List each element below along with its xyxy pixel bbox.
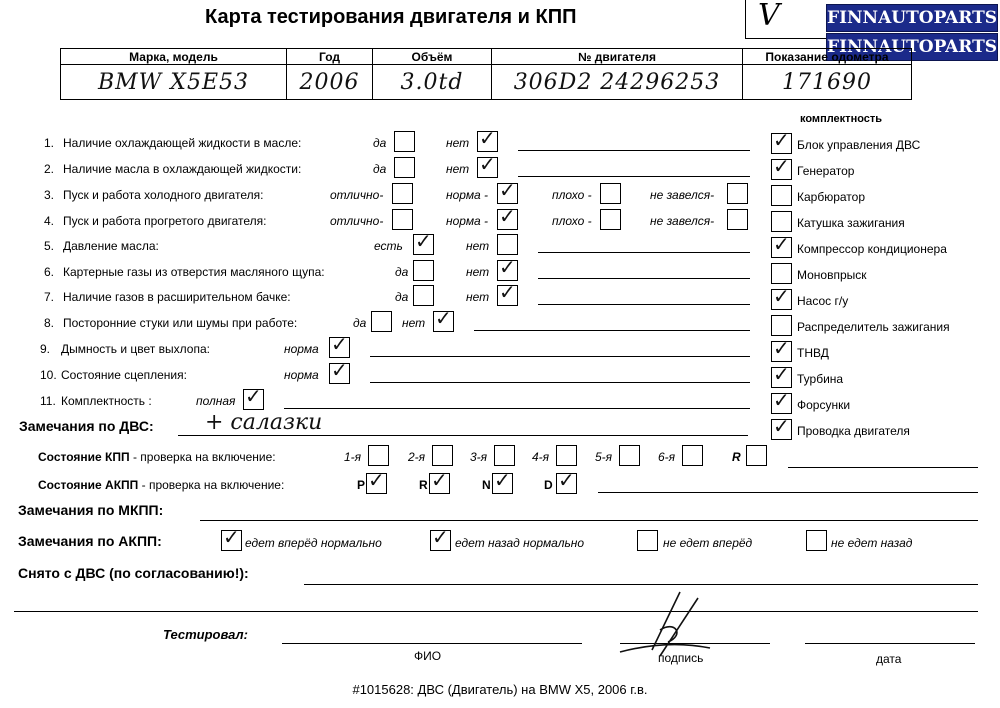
item-label: Наличие масла в охлаждающей жидкости: <box>63 162 302 176</box>
write-line <box>284 408 750 409</box>
gear-label: 3-я <box>470 450 488 464</box>
write-line <box>474 330 750 331</box>
fio-caption: ФИО <box>414 649 442 663</box>
gear-label: 5-я <box>595 450 613 464</box>
opt-da: да <box>353 316 367 330</box>
remarks-dvs-value[interactable]: + салазки <box>205 410 323 435</box>
item-num: 9. <box>40 342 51 356</box>
write-line <box>178 435 748 436</box>
opt-norma: норма <box>284 368 319 382</box>
akpp-opt-label: не едет вперёд <box>663 536 753 550</box>
komplekt-checkbox[interactable]: ✓ <box>771 133 792 154</box>
write-line <box>538 304 750 305</box>
checkbox-ne-zavelsya[interactable] <box>727 183 748 204</box>
checkbox-da[interactable] <box>413 285 434 306</box>
akpp-opt-checkbox[interactable] <box>806 530 827 551</box>
tested-label: Тестировал: <box>163 627 248 642</box>
fio-line <box>282 643 582 644</box>
komplekt-label: Турбина <box>797 372 844 386</box>
checkbox-polnaya[interactable]: ✓ <box>243 389 264 410</box>
opt-da: да <box>373 136 387 150</box>
opt-net: нет <box>402 316 426 330</box>
komplekt-checkbox[interactable]: ✓ <box>771 367 792 388</box>
value-engine-no[interactable]: 306D2 24296253 <box>492 65 743 100</box>
gear-label: 2-я <box>408 450 426 464</box>
item-num: 8. <box>44 316 55 330</box>
opt-norma: норма - <box>446 188 489 202</box>
checkbox-est[interactable]: ✓ <box>413 234 434 255</box>
item-label: Посторонние стуки или шумы при работе: <box>63 316 298 330</box>
opt-polnaya: полная <box>196 394 236 408</box>
opt-net: нет <box>446 136 470 150</box>
gear-checkbox[interactable] <box>494 445 515 466</box>
opt-otlichno: отлично- <box>330 188 384 202</box>
gear-label: R <box>732 450 741 464</box>
komplekt-label: Компрессор кондиционера <box>797 242 947 256</box>
komplekt-checkbox[interactable]: ✓ <box>771 289 792 310</box>
gear-label: 1-я <box>344 450 362 464</box>
komplekt-label: Катушка зажигания <box>797 216 905 230</box>
value-year[interactable]: 2006 <box>287 65 373 100</box>
checkbox-norma[interactable]: ✓ <box>497 209 518 230</box>
checkbox-ploho[interactable] <box>600 183 621 204</box>
akpp-gear-checkbox[interactable]: ✓ <box>429 473 450 494</box>
item-num: 10. <box>40 368 57 382</box>
checkbox-da[interactable] <box>394 157 415 178</box>
form-title: Карта тестирования двигателя и КПП <box>205 6 577 28</box>
checkbox-norma[interactable]: ✓ <box>497 183 518 204</box>
komplekt-label: Форсунки <box>797 398 851 412</box>
write-line <box>538 252 750 253</box>
opt-ne-zavelsya: не завелся- <box>650 214 715 228</box>
write-line <box>304 584 978 585</box>
col-volume: Объём <box>373 49 492 65</box>
remarks-akpp-label: Замечания по АКПП: <box>18 533 162 549</box>
komplekt-checkbox[interactable] <box>771 211 792 232</box>
item-num: 4. <box>44 214 55 228</box>
item-num: 7. <box>44 290 55 304</box>
opt-est: есть <box>374 239 403 253</box>
item-num: 1. <box>44 136 55 150</box>
item-num: 6. <box>44 265 55 279</box>
akpp-opt-checkbox[interactable] <box>637 530 658 551</box>
date-caption: дата <box>876 652 902 666</box>
komplekt-checkbox[interactable]: ✓ <box>771 341 792 362</box>
write-line <box>518 176 750 177</box>
akpp-gear-checkbox[interactable]: ✓ <box>492 473 513 494</box>
akpp-opt-checkbox[interactable]: ✓ <box>221 530 242 551</box>
checkbox-net[interactable]: ✓ <box>477 157 498 178</box>
write-line <box>788 467 978 468</box>
col-engine-no: № двигателя <box>492 49 743 65</box>
akpp-gear-checkbox[interactable]: ✓ <box>556 473 577 494</box>
komplekt-checkbox[interactable]: ✓ <box>771 237 792 258</box>
checkbox-ne-zavelsya[interactable] <box>727 209 748 230</box>
item-num: 2. <box>44 162 55 176</box>
col-odometer: Показание одометра <box>743 49 912 65</box>
akpp-opt-label: едет назад нормально <box>455 536 585 550</box>
checkbox-norma[interactable]: ✓ <box>329 337 350 358</box>
gear-checkbox[interactable] <box>368 445 389 466</box>
komplekt-checkbox[interactable] <box>771 185 792 206</box>
akpp-opt-checkbox[interactable]: ✓ <box>430 530 451 551</box>
date-line <box>805 643 975 644</box>
kpp-label: Состояние КПП - проверка на включение: <box>38 450 276 464</box>
checkbox-ploho[interactable] <box>600 209 621 230</box>
opt-ne-zavelsya: не завелся- <box>650 188 715 202</box>
komplekt-label: Проводка двигателя <box>797 424 910 438</box>
opt-norma: норма - <box>446 214 489 228</box>
komplekt-label: Распределитель зажигания <box>797 320 950 334</box>
akpp-gear-label: R <box>419 478 428 492</box>
value-odometer[interactable]: 171690 <box>743 65 912 100</box>
value-volume[interactable]: 3.0td <box>373 65 492 100</box>
komplekt-label: Генератор <box>797 164 855 178</box>
checkbox-da[interactable] <box>394 131 415 152</box>
komplekt-label: Карбюратор <box>797 190 866 204</box>
watermark-logo: FINNAUTOPARTS <box>826 4 998 32</box>
akpp-gear-label: D <box>544 478 553 492</box>
item-label: Пуск и работа прогретого двигателя: <box>63 214 267 228</box>
item-label: Пуск и работа холодного двигателя: <box>63 188 264 202</box>
opt-net: нет <box>466 290 490 304</box>
value-brand[interactable]: BMW X5E53 <box>61 65 287 100</box>
akpp-label: Состояние АКПП - проверка на включение: <box>38 478 285 492</box>
checkbox-net[interactable]: ✓ <box>497 260 518 281</box>
gear-checkbox[interactable] <box>746 445 767 466</box>
item-num: 3. <box>44 188 55 202</box>
checkbox-net[interactable]: ✓ <box>477 131 498 152</box>
signature-scribble <box>590 590 730 670</box>
item-label: Картерные газы из отверстия масляного щупа: <box>63 265 325 279</box>
checkbox-norma[interactable]: ✓ <box>329 363 350 384</box>
gear-checkbox[interactable] <box>682 445 703 466</box>
checkbox-net[interactable]: ✓ <box>497 285 518 306</box>
write-line <box>14 611 978 612</box>
signature-caption: подпись <box>658 651 704 665</box>
gear-checkbox[interactable] <box>556 445 577 466</box>
komplekt-checkbox[interactable]: ✓ <box>771 393 792 414</box>
gear-label: 4-я <box>532 450 550 464</box>
akpp-gear-label: N <box>482 478 491 492</box>
komplekt-label: ТНВД <box>797 346 829 360</box>
komplekt-label: Моновпрыск <box>797 268 867 282</box>
opt-da: да <box>395 290 409 304</box>
komplekt-checkbox[interactable] <box>771 263 792 284</box>
gear-checkbox[interactable] <box>619 445 640 466</box>
komplekt-title: комплектность <box>800 113 883 125</box>
opt-net: нет <box>466 265 490 279</box>
item-num: 5. <box>44 239 55 253</box>
item-num: 11. <box>40 394 56 408</box>
opt-da: да <box>395 265 409 279</box>
write-line <box>518 150 750 151</box>
opt-net: нет <box>446 162 470 176</box>
col-brand: Марка, модель <box>61 49 287 65</box>
checkbox-da[interactable] <box>413 260 434 281</box>
opt-net: нет <box>466 239 490 253</box>
akpp-gear-label: P <box>357 478 366 492</box>
komplekt-checkbox[interactable]: ✓ <box>771 419 792 440</box>
komplekt-label: Блок управления ДВС <box>797 138 921 152</box>
col-year: Год <box>287 49 373 65</box>
item-label: Давление масла: <box>63 239 159 253</box>
photo-caption: #1015628: ДВС (Двигатель) на BMW X5, 2006 г.в. <box>352 682 648 697</box>
akpp-opt-label: едет вперёд нормально <box>245 536 382 550</box>
write-line <box>538 278 750 279</box>
gear-label: 6-я <box>658 450 676 464</box>
checkbox-otlichno[interactable] <box>392 209 413 230</box>
write-line <box>200 520 978 521</box>
opt-da: да <box>373 162 387 176</box>
opt-ploho: плохо - <box>552 214 592 228</box>
komplekt-checkbox[interactable]: ✓ <box>771 159 792 180</box>
checkbox-otlichno[interactable] <box>392 183 413 204</box>
watermark-logo-2: FINNAUTOPARTS <box>826 33 998 61</box>
gear-checkbox[interactable] <box>432 445 453 466</box>
opt-ploho: плохо - <box>552 188 592 202</box>
write-line <box>598 492 978 493</box>
vehicle-header-table <box>60 48 912 100</box>
opt-norma: норма <box>284 342 319 356</box>
komplekt-checkbox[interactable] <box>771 315 792 336</box>
checkbox-net[interactable]: ✓ <box>433 311 454 332</box>
removed-label: Снято с ДВС (по согласованию!): <box>18 565 249 581</box>
item-label: Дымность и цвет выхлопа: <box>61 342 210 356</box>
akpp-gear-checkbox[interactable]: ✓ <box>366 473 387 494</box>
opt-otlichno: отлично- <box>330 214 384 228</box>
handwritten-mark: V <box>745 0 846 39</box>
write-line <box>370 382 750 383</box>
remarks-mkpp-label: Замечания по МКПП: <box>18 502 164 518</box>
item-label: Состояние сцепления: <box>61 368 187 382</box>
checkbox-da[interactable] <box>371 311 392 332</box>
item-label: Комплектность : <box>61 394 152 408</box>
checkbox-net[interactable] <box>497 234 518 255</box>
remarks-dvs-label: Замечания по ДВС: <box>19 418 154 434</box>
item-label: Наличие охлаждающей жидкости в масле: <box>63 136 302 150</box>
write-line <box>370 356 750 357</box>
akpp-opt-label: не едет назад <box>831 536 913 550</box>
komplekt-label: Насос г/у <box>797 294 849 308</box>
item-label: Наличие газов в расширительном бачке: <box>63 290 291 304</box>
